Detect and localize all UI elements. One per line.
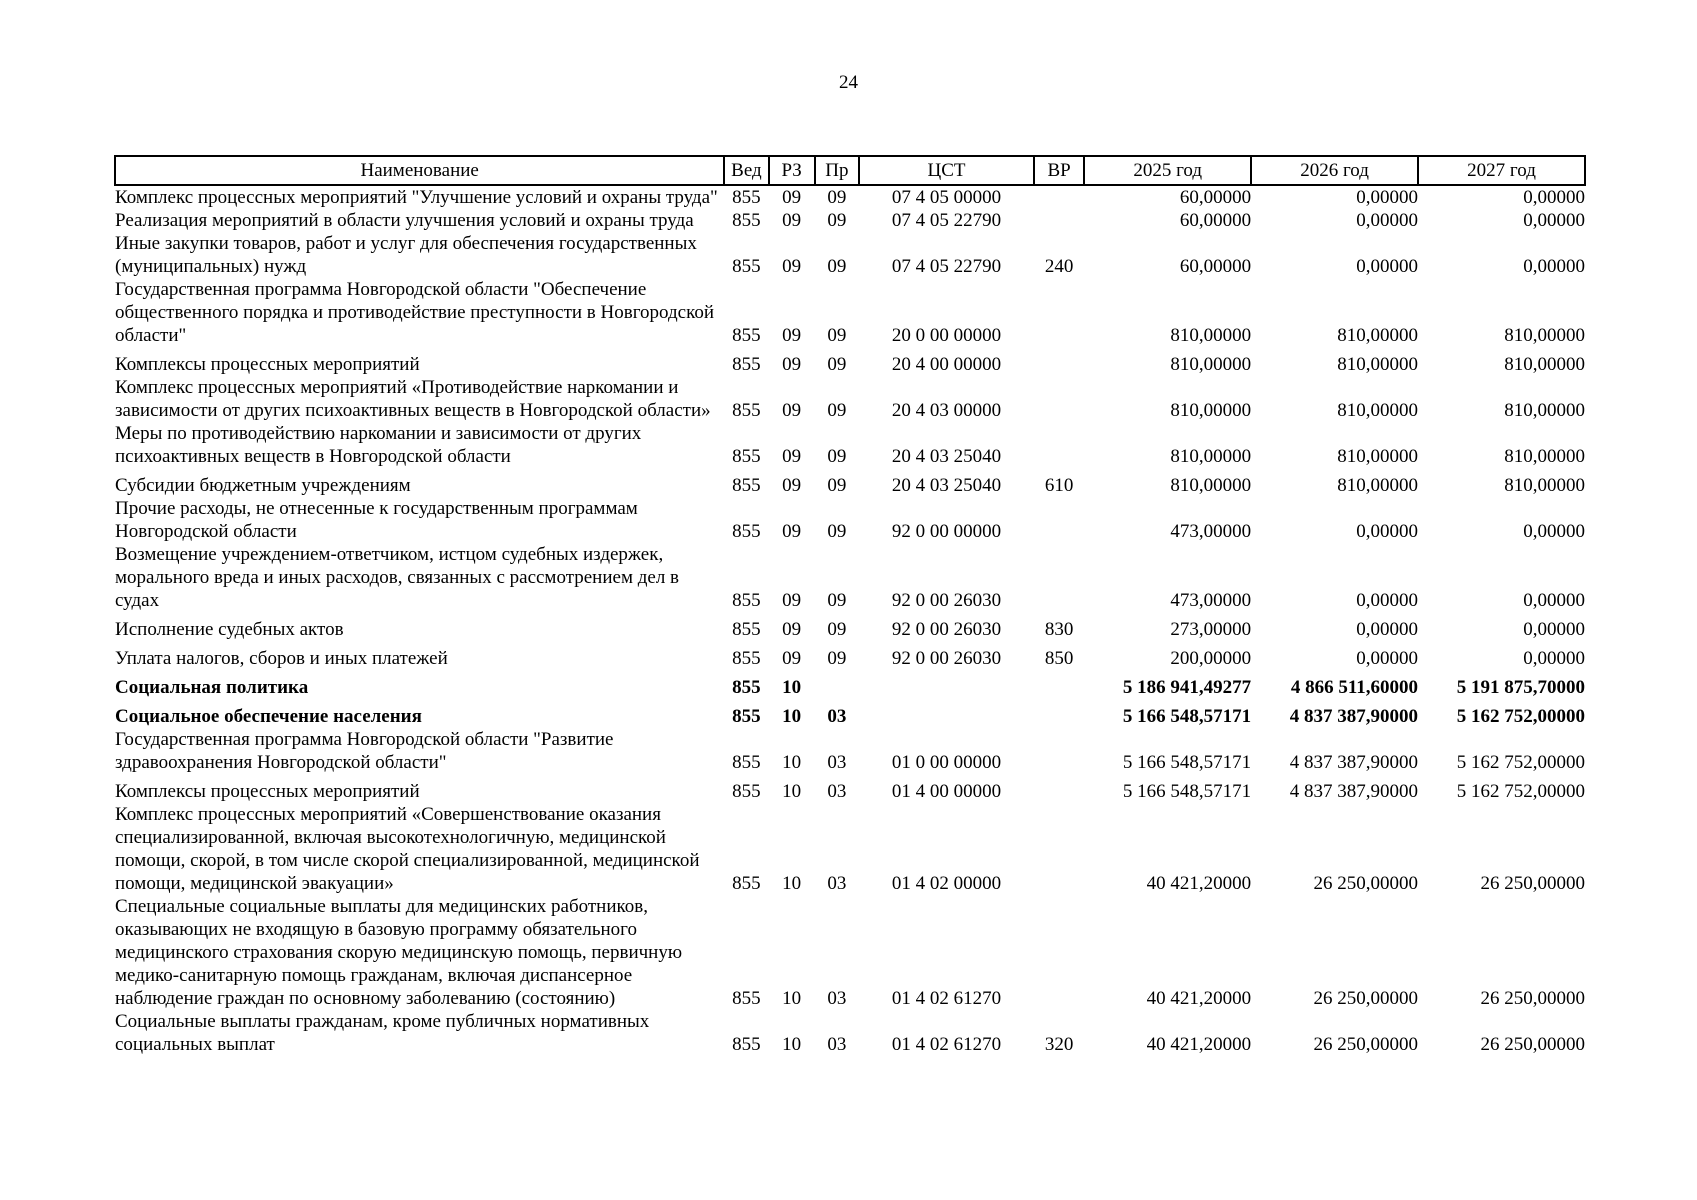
table-row xyxy=(115,497,1585,543)
row-name: Иные закупки товаров, работ и услуг для обеспечения государственных (муниципальных) нужд xyxy=(115,233,697,277)
row-cst: 07 4 05 00000 xyxy=(891,187,1002,208)
row-name: Меры по противодействию наркомании и зависимости от других психоактивных веществ в Новгородской области xyxy=(115,423,642,467)
row-ved: 855 xyxy=(732,988,761,1009)
row-2026: 810,00000 xyxy=(1337,446,1419,467)
row-rz: 09 xyxy=(782,521,802,542)
row-ved: 855 xyxy=(732,752,761,773)
row-pr: 03 xyxy=(827,752,847,773)
row-2027: 0,00000 xyxy=(1523,256,1585,277)
row-cst: 07 4 05 22790 xyxy=(891,210,1002,231)
row-rz: 10 xyxy=(782,873,802,894)
row-rz: 10 xyxy=(782,677,802,698)
row-name: Специальные социальные выплаты для медицинских работников, оказывающих не входящую в базовую программу обязательного медицинского страхования скорую медицинскую помощь, первичную медико-санитарную помощь гражданам, включая диспансерное наблюдение граждан по основному заболеванию (состоянию) xyxy=(115,896,683,1009)
row-2026: 0,00000 xyxy=(1356,619,1419,640)
row-ved: 855 xyxy=(732,781,761,802)
row-vr xyxy=(1034,774,1084,803)
row-2026: 4 837 387,90000 xyxy=(1289,706,1419,727)
row-name: Социальное обеспечение населения xyxy=(115,706,422,727)
row-2026: 0,00000 xyxy=(1356,187,1419,208)
row-pr xyxy=(815,670,859,699)
table-body xyxy=(115,185,1585,1056)
row-cst: 20 4 00 00000 xyxy=(891,354,1002,375)
page-number: 24 xyxy=(839,72,858,93)
row-rz: 09 xyxy=(782,400,802,421)
row-cst xyxy=(859,670,1034,699)
row-2025: 810,00000 xyxy=(1170,325,1252,346)
row-vr: 610 xyxy=(1044,475,1074,496)
row-vr: 830 xyxy=(1044,619,1074,640)
row-ved: 855 xyxy=(732,619,761,640)
header-pr: Пр xyxy=(815,156,859,185)
row-2027: 810,00000 xyxy=(1504,400,1585,421)
row-vr xyxy=(1034,278,1084,347)
table-row xyxy=(115,185,1585,209)
row-2026: 0,00000 xyxy=(1356,210,1419,231)
row-vr xyxy=(1034,185,1084,209)
row-rz: 10 xyxy=(782,1034,802,1055)
row-pr: 03 xyxy=(827,781,847,802)
table-header-row xyxy=(115,156,1585,185)
row-2026: 0,00000 xyxy=(1356,648,1419,669)
table-row xyxy=(115,699,1585,728)
row-2027: 810,00000 xyxy=(1504,475,1585,496)
row-2026: 0,00000 xyxy=(1356,521,1419,542)
row-name: Уплата налогов, сборов и иных платежей xyxy=(115,648,448,669)
row-2025: 60,00000 xyxy=(1179,210,1252,231)
row-2027: 5 191 875,70000 xyxy=(1456,677,1585,698)
row-ved: 855 xyxy=(732,325,761,346)
table-row xyxy=(115,803,1585,895)
header-2025: 2025 год xyxy=(1084,156,1251,185)
header-2027: 2027 год xyxy=(1418,156,1585,185)
row-pr: 09 xyxy=(827,400,847,421)
row-pr: 09 xyxy=(827,354,847,375)
row-cst: 20 4 03 25040 xyxy=(891,475,1002,496)
row-rz: 09 xyxy=(782,187,802,208)
row-2025: 473,00000 xyxy=(1170,590,1252,611)
row-vr: 850 xyxy=(1044,648,1074,669)
row-2025: 200,00000 xyxy=(1170,648,1252,669)
row-2026: 26 250,00000 xyxy=(1313,1034,1419,1055)
row-cst: 20 0 00 00000 xyxy=(891,325,1002,346)
row-pr: 09 xyxy=(827,256,847,277)
row-vr xyxy=(1034,376,1084,422)
row-ved: 855 xyxy=(732,210,761,231)
row-2027: 5 162 752,00000 xyxy=(1456,706,1585,727)
table-row xyxy=(115,347,1585,376)
row-ved: 855 xyxy=(732,400,761,421)
row-pr: 09 xyxy=(827,619,847,640)
row-2027: 5 162 752,00000 xyxy=(1456,752,1585,773)
row-rz: 10 xyxy=(782,752,802,773)
row-ved: 855 xyxy=(732,706,761,727)
row-2027: 0,00000 xyxy=(1523,521,1585,542)
table-row xyxy=(115,641,1585,670)
row-cst: 01 4 00 00000 xyxy=(891,781,1002,802)
row-2027: 0,00000 xyxy=(1523,619,1585,640)
row-pr: 09 xyxy=(827,446,847,467)
row-2027: 0,00000 xyxy=(1523,590,1585,611)
row-name: Государственная программа Новгородской области "Обеспечение общественного порядка и противодействие преступности в Новгородской области" xyxy=(115,279,715,346)
header-name: Наименование xyxy=(115,156,724,185)
row-2025: 40 421,20000 xyxy=(1146,988,1252,1009)
row-ved: 855 xyxy=(732,446,761,467)
row-name: Комплексы процессных мероприятий xyxy=(115,354,420,375)
table-row xyxy=(115,895,1585,1010)
header-cst: ЦСТ xyxy=(859,156,1034,185)
row-pr: 03 xyxy=(827,873,847,894)
row-2026: 810,00000 xyxy=(1337,475,1419,496)
row-rz: 09 xyxy=(782,354,802,375)
row-ved: 855 xyxy=(732,677,761,698)
row-pr: 03 xyxy=(827,1034,847,1055)
row-pr: 09 xyxy=(827,325,847,346)
row-rz: 09 xyxy=(782,619,802,640)
row-ved: 855 xyxy=(732,354,761,375)
table-row xyxy=(115,376,1585,422)
row-rz: 09 xyxy=(782,590,802,611)
row-2025: 473,00000 xyxy=(1170,521,1252,542)
row-ved: 855 xyxy=(732,521,761,542)
row-cst: 01 4 02 61270 xyxy=(891,988,1002,1009)
row-2026: 0,00000 xyxy=(1356,256,1419,277)
row-vr: 320 xyxy=(1044,1034,1074,1055)
row-2025: 810,00000 xyxy=(1170,475,1252,496)
row-2027: 26 250,00000 xyxy=(1480,988,1585,1009)
row-vr xyxy=(1034,422,1084,468)
row-2025: 810,00000 xyxy=(1170,446,1252,467)
row-ved: 855 xyxy=(732,256,761,277)
row-vr xyxy=(1034,209,1084,232)
row-2025: 273,00000 xyxy=(1170,619,1252,640)
row-2026: 4 837 387,90000 xyxy=(1289,781,1419,802)
row-pr: 03 xyxy=(827,706,847,727)
table-row xyxy=(115,278,1585,347)
row-pr: 03 xyxy=(827,988,847,1009)
row-2027: 810,00000 xyxy=(1504,446,1585,467)
row-2027: 5 162 752,00000 xyxy=(1456,781,1585,802)
row-2026: 4 866 511,60000 xyxy=(1290,677,1419,698)
row-name: Комплекс процессных мероприятий "Улучшение условий и охраны труда" xyxy=(115,187,718,208)
row-rz: 10 xyxy=(782,781,802,802)
table-row xyxy=(115,468,1585,497)
row-cst: 20 4 03 25040 xyxy=(891,446,1002,467)
row-name: Комплексы процессных мероприятий xyxy=(115,781,420,802)
row-2027: 810,00000 xyxy=(1504,354,1585,375)
row-cst: 01 0 00 00000 xyxy=(891,752,1002,773)
row-name: Социальная политика xyxy=(115,677,309,698)
row-vr xyxy=(1034,347,1084,376)
table-row xyxy=(115,774,1585,803)
row-2026: 810,00000 xyxy=(1337,354,1419,375)
row-pr: 09 xyxy=(827,210,847,231)
row-2025: 5 186 941,49277 xyxy=(1122,677,1252,698)
row-name: Возмещение учреждением-ответчиком, истцом судебных издержек, морального вреда и иных расходов, связанных с рассмотрением дел в судах xyxy=(115,544,680,611)
row-vr xyxy=(1034,803,1084,895)
row-ved: 855 xyxy=(732,1034,761,1055)
row-cst: 92 0 00 26030 xyxy=(891,619,1002,640)
row-vr: 240 xyxy=(1044,256,1074,277)
row-pr: 09 xyxy=(827,187,847,208)
row-ved: 855 xyxy=(732,648,761,669)
table-row xyxy=(115,543,1585,612)
row-ved: 855 xyxy=(732,873,761,894)
row-2026: 810,00000 xyxy=(1337,400,1419,421)
row-2025: 810,00000 xyxy=(1170,400,1252,421)
row-name: Комплекс процессных мероприятий «Противодействие наркомании и зависимости от других психоактивных веществ в Новгородской области» xyxy=(115,377,711,421)
row-name: Субсидии бюджетным учреждениям xyxy=(115,475,411,496)
row-2027: 0,00000 xyxy=(1523,648,1585,669)
row-2025: 60,00000 xyxy=(1179,256,1252,277)
row-pr: 09 xyxy=(827,648,847,669)
row-cst: 01 4 02 61270 xyxy=(891,1034,1002,1055)
row-cst: 20 4 03 00000 xyxy=(891,400,1002,421)
header-vr: ВР xyxy=(1034,156,1084,185)
header-rz: РЗ xyxy=(769,156,815,185)
row-2027: 26 250,00000 xyxy=(1480,1034,1585,1055)
row-ved: 855 xyxy=(732,475,761,496)
row-rz: 09 xyxy=(782,475,802,496)
row-pr: 09 xyxy=(827,475,847,496)
row-rz: 09 xyxy=(782,648,802,669)
row-2027: 0,00000 xyxy=(1523,187,1585,208)
row-2027: 26 250,00000 xyxy=(1480,873,1585,894)
row-cst: 92 0 00 26030 xyxy=(891,648,1002,669)
row-cst: 01 4 02 00000 xyxy=(891,873,1002,894)
row-2025: 5 166 548,57171 xyxy=(1122,752,1252,773)
row-cst: 92 0 00 26030 xyxy=(891,590,1002,611)
row-2025: 810,00000 xyxy=(1170,354,1252,375)
row-cst xyxy=(859,699,1034,728)
row-2025: 60,00000 xyxy=(1179,187,1252,208)
row-rz: 09 xyxy=(782,256,802,277)
table-row xyxy=(115,1010,1585,1056)
row-pr: 09 xyxy=(827,590,847,611)
row-2026: 810,00000 xyxy=(1337,325,1419,346)
row-rz: 09 xyxy=(782,325,802,346)
row-2025: 5 166 548,57171 xyxy=(1122,706,1252,727)
row-vr xyxy=(1034,670,1084,699)
table-row xyxy=(115,422,1585,468)
row-2025: 5 166 548,57171 xyxy=(1122,781,1252,802)
row-name: Прочие расходы, не отнесенные к государственным программам Новгородской области xyxy=(115,498,638,542)
row-name: Социальные выплаты гражданам, кроме публичных нормативных социальных выплат xyxy=(115,1011,650,1055)
table-row xyxy=(115,612,1585,641)
row-name: Реализация мероприятий в области улучшения условий и охраны труда xyxy=(115,210,694,231)
header-2026: 2026 год xyxy=(1251,156,1418,185)
row-name: Исполнение судебных актов xyxy=(115,619,344,640)
row-2026: 0,00000 xyxy=(1356,590,1419,611)
budget-table xyxy=(114,155,1586,1056)
table-row xyxy=(115,670,1585,699)
row-name: Комплекс процессных мероприятий «Совершенствование оказания специализированной, включая высокотехнологичную, медицинской помощи, скорой, в том числе скорой специализированной, медицинской помощи, медицинской эвакуации» xyxy=(115,804,700,894)
row-2025: 40 421,20000 xyxy=(1146,1034,1252,1055)
header-ved: Вед xyxy=(724,156,768,185)
row-ved: 855 xyxy=(732,590,761,611)
row-rz: 09 xyxy=(782,446,802,467)
row-2026: 4 837 387,90000 xyxy=(1289,752,1419,773)
row-2027: 810,00000 xyxy=(1504,325,1585,346)
row-2026: 26 250,00000 xyxy=(1313,988,1419,1009)
row-rz: 10 xyxy=(782,706,802,727)
row-name: Государственная программа Новгородской области "Развитие здравоохранения Новгородской области" xyxy=(115,729,614,773)
row-vr xyxy=(1034,497,1084,543)
row-vr xyxy=(1034,543,1084,612)
table-row xyxy=(115,209,1585,232)
row-vr xyxy=(1034,895,1084,1010)
table-row xyxy=(115,232,1585,278)
row-cst: 07 4 05 22790 xyxy=(891,256,1002,277)
row-pr: 09 xyxy=(827,521,847,542)
table-row xyxy=(115,728,1585,774)
row-2026: 26 250,00000 xyxy=(1313,873,1419,894)
row-rz: 10 xyxy=(782,988,802,1009)
row-rz: 09 xyxy=(782,210,802,231)
row-vr xyxy=(1034,728,1084,774)
row-vr xyxy=(1034,699,1084,728)
row-2025: 40 421,20000 xyxy=(1146,873,1252,894)
row-ved: 855 xyxy=(732,187,761,208)
row-cst: 92 0 00 00000 xyxy=(891,521,1002,542)
row-2027: 0,00000 xyxy=(1523,210,1585,231)
